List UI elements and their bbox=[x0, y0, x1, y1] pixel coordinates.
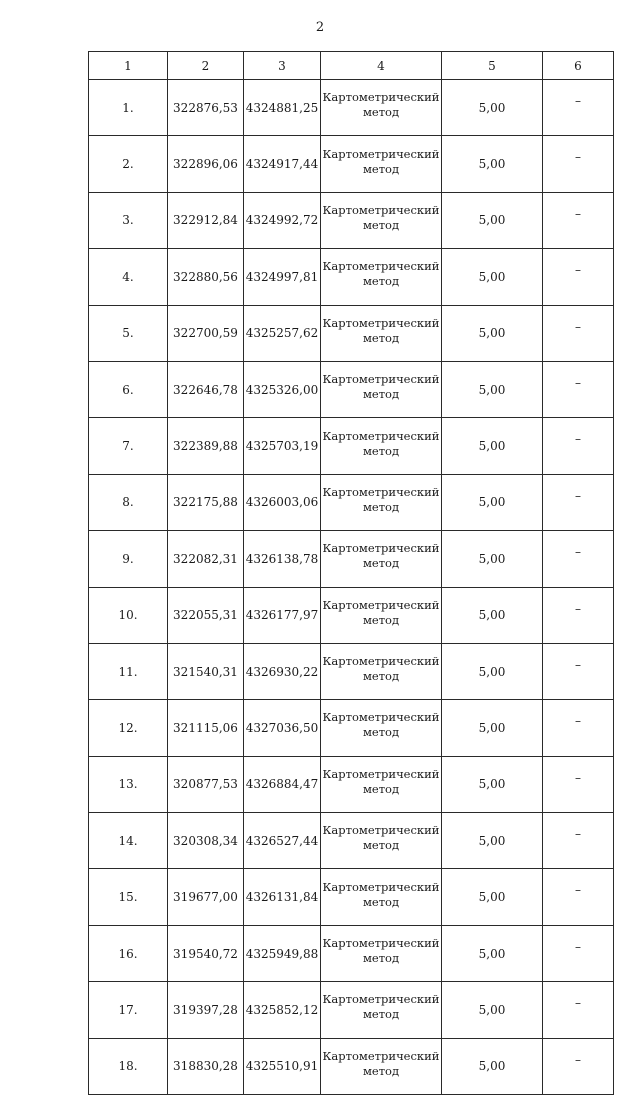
method-line-2: метод bbox=[362, 612, 400, 627]
y-coordinate-cell: 4327036,50 bbox=[244, 700, 321, 756]
method-line-2: метод bbox=[362, 1063, 400, 1078]
y-coordinate-cell: 4326527,44 bbox=[244, 813, 321, 869]
x-coordinate-cell: 320877,53 bbox=[168, 756, 244, 812]
method-cell bbox=[321, 925, 442, 981]
note-cell: – bbox=[543, 474, 614, 530]
method-line-1: Картометрический bbox=[322, 879, 440, 894]
method-cell bbox=[321, 136, 442, 192]
y-coordinate-cell: 4324917,44 bbox=[244, 136, 321, 192]
point-number-cell: 12. bbox=[89, 700, 168, 756]
y-coordinate-cell: 4326884,47 bbox=[244, 756, 321, 812]
accuracy-cell: 5,00 bbox=[442, 136, 543, 192]
note-cell: – bbox=[543, 136, 614, 192]
x-coordinate-cell: 321540,31 bbox=[168, 643, 244, 699]
accuracy-cell: 5,00 bbox=[442, 982, 543, 1038]
method-cell bbox=[321, 756, 442, 812]
x-coordinate-cell: 319397,28 bbox=[168, 982, 244, 1038]
method-cell bbox=[321, 587, 442, 643]
accuracy-cell: 5,00 bbox=[442, 813, 543, 869]
point-number-cell: 7. bbox=[89, 418, 168, 474]
y-coordinate-cell: 4325257,62 bbox=[244, 305, 321, 361]
x-coordinate-cell: 319540,72 bbox=[168, 925, 244, 981]
x-coordinate-cell: 322876,53 bbox=[168, 80, 244, 136]
y-coordinate-cell: 4325326,00 bbox=[244, 361, 321, 417]
y-coordinate-cell: 4326177,97 bbox=[244, 587, 321, 643]
accuracy-cell: 5,00 bbox=[442, 418, 543, 474]
x-coordinate-cell: 318830,28 bbox=[168, 1038, 244, 1094]
method-line-2: метод bbox=[362, 669, 400, 684]
method-line-1: Картометрический bbox=[322, 936, 440, 951]
note-cell: – bbox=[543, 361, 614, 417]
y-coordinate-cell: 4326138,78 bbox=[244, 531, 321, 587]
table-row bbox=[89, 305, 614, 361]
x-coordinate-cell: 322700,59 bbox=[168, 305, 244, 361]
accuracy-cell: 5,00 bbox=[442, 80, 543, 136]
point-number-cell: 14. bbox=[89, 813, 168, 869]
accuracy-cell: 5,00 bbox=[442, 192, 543, 248]
point-number-cell: 13. bbox=[89, 756, 168, 812]
method-cell bbox=[321, 813, 442, 869]
x-coordinate-cell: 322389,88 bbox=[168, 418, 244, 474]
table-row bbox=[89, 136, 614, 192]
y-coordinate-cell: 4325703,19 bbox=[244, 418, 321, 474]
method-cell bbox=[321, 982, 442, 1038]
accuracy-cell: 5,00 bbox=[442, 474, 543, 530]
header-col-6: 6 bbox=[543, 52, 614, 80]
table-row bbox=[89, 587, 614, 643]
method-line-1: Картометрический bbox=[322, 541, 440, 556]
accuracy-cell: 5,00 bbox=[442, 531, 543, 587]
method-cell bbox=[321, 869, 442, 925]
table-body bbox=[89, 80, 614, 1095]
accuracy-cell: 5,00 bbox=[442, 1038, 543, 1094]
method-line-1: Картометрический bbox=[322, 315, 440, 330]
table-row bbox=[89, 361, 614, 417]
header-col-5: 5 bbox=[442, 52, 543, 80]
method-cell bbox=[321, 80, 442, 136]
accuracy-cell: 5,00 bbox=[442, 305, 543, 361]
x-coordinate-cell: 322175,88 bbox=[168, 474, 244, 530]
note-cell: – bbox=[543, 305, 614, 361]
note-cell: – bbox=[543, 531, 614, 587]
x-coordinate-cell: 322646,78 bbox=[168, 361, 244, 417]
method-line-2: метод bbox=[362, 556, 400, 571]
point-number-cell: 4. bbox=[89, 249, 168, 305]
point-number-cell: 10. bbox=[89, 587, 168, 643]
table-row bbox=[89, 80, 614, 136]
y-coordinate-cell: 4325852,12 bbox=[244, 982, 321, 1038]
method-cell bbox=[321, 700, 442, 756]
accuracy-cell: 5,00 bbox=[442, 361, 543, 417]
method-line-1: Картометрический bbox=[322, 428, 440, 443]
method-cell bbox=[321, 474, 442, 530]
note-cell: – bbox=[543, 869, 614, 925]
y-coordinate-cell: 4325510,91 bbox=[244, 1038, 321, 1094]
table-header-row bbox=[89, 52, 614, 80]
note-cell: – bbox=[543, 925, 614, 981]
point-number-cell: 18. bbox=[89, 1038, 168, 1094]
method-line-2: метод bbox=[362, 387, 400, 402]
method-line-2: метод bbox=[362, 330, 400, 345]
method-line-1: Картометрический bbox=[322, 710, 440, 725]
method-line-2: метод bbox=[362, 161, 400, 176]
method-cell bbox=[321, 249, 442, 305]
x-coordinate-cell: 319677,00 bbox=[168, 869, 244, 925]
method-cell bbox=[321, 361, 442, 417]
table-row bbox=[89, 813, 614, 869]
table-row bbox=[89, 982, 614, 1038]
table-row bbox=[89, 925, 614, 981]
x-coordinate-cell: 322082,31 bbox=[168, 531, 244, 587]
x-coordinate-cell: 322880,56 bbox=[168, 249, 244, 305]
point-number-cell: 16. bbox=[89, 925, 168, 981]
table-row bbox=[89, 192, 614, 248]
point-number-cell: 2. bbox=[89, 136, 168, 192]
method-line-2: метод bbox=[362, 105, 400, 120]
table-row bbox=[89, 531, 614, 587]
note-cell: – bbox=[543, 587, 614, 643]
method-line-2: метод bbox=[362, 1007, 400, 1022]
method-line-2: метод bbox=[362, 443, 400, 458]
method-line-1: Картометрический bbox=[322, 992, 440, 1007]
method-line-2: метод bbox=[362, 217, 400, 232]
point-number-cell: 3. bbox=[89, 192, 168, 248]
point-number-cell: 8. bbox=[89, 474, 168, 530]
x-coordinate-cell: 322055,31 bbox=[168, 587, 244, 643]
note-cell: – bbox=[543, 756, 614, 812]
method-cell bbox=[321, 192, 442, 248]
x-coordinate-cell: 322896,06 bbox=[168, 136, 244, 192]
method-line-1: Картометрический bbox=[322, 372, 440, 387]
y-coordinate-cell: 4325949,88 bbox=[244, 925, 321, 981]
header-col-2: 2 bbox=[168, 52, 244, 80]
point-number-cell: 6. bbox=[89, 361, 168, 417]
method-line-1: Картометрический bbox=[322, 90, 440, 105]
table-row bbox=[89, 474, 614, 530]
point-number-cell: 1. bbox=[89, 80, 168, 136]
method-line-1: Картометрический bbox=[322, 484, 440, 499]
header-col-3: 3 bbox=[244, 52, 321, 80]
y-coordinate-cell: 4324881,25 bbox=[244, 80, 321, 136]
note-cell: – bbox=[543, 80, 614, 136]
header-col-1: 1 bbox=[89, 52, 168, 80]
method-line-2: метод bbox=[362, 781, 400, 796]
y-coordinate-cell: 4326131,84 bbox=[244, 869, 321, 925]
accuracy-cell: 5,00 bbox=[442, 587, 543, 643]
method-line-1: Картометрический bbox=[322, 1048, 440, 1063]
method-line-2: метод bbox=[362, 725, 400, 740]
page-number: 2 bbox=[315, 20, 325, 35]
accuracy-cell: 5,00 bbox=[442, 249, 543, 305]
method-line-1: Картометрический bbox=[322, 597, 440, 612]
table-row bbox=[89, 249, 614, 305]
point-number-cell: 5. bbox=[89, 305, 168, 361]
method-line-2: метод bbox=[362, 838, 400, 853]
table-row bbox=[89, 643, 614, 699]
note-cell: – bbox=[543, 249, 614, 305]
header-col-4: 4 bbox=[321, 52, 442, 80]
note-cell: – bbox=[543, 1038, 614, 1094]
method-cell bbox=[321, 531, 442, 587]
point-number-cell: 9. bbox=[89, 531, 168, 587]
x-coordinate-cell: 321115,06 bbox=[168, 700, 244, 756]
x-coordinate-cell: 320308,34 bbox=[168, 813, 244, 869]
y-coordinate-cell: 4324992,72 bbox=[244, 192, 321, 248]
method-line-2: метод bbox=[362, 894, 400, 909]
method-line-1: Картометрический bbox=[322, 823, 440, 838]
method-cell bbox=[321, 1038, 442, 1094]
point-number-cell: 11. bbox=[89, 643, 168, 699]
method-line-2: метод bbox=[362, 499, 400, 514]
method-cell bbox=[321, 418, 442, 474]
method-line-1: Картометрический bbox=[322, 146, 440, 161]
point-number-cell: 17. bbox=[89, 982, 168, 1038]
method-cell bbox=[321, 643, 442, 699]
y-coordinate-cell: 4326003,06 bbox=[244, 474, 321, 530]
accuracy-cell: 5,00 bbox=[442, 643, 543, 699]
method-line-1: Картометрический bbox=[322, 202, 440, 217]
note-cell: – bbox=[543, 418, 614, 474]
table-row bbox=[89, 869, 614, 925]
table-row bbox=[89, 700, 614, 756]
note-cell: – bbox=[543, 192, 614, 248]
table-row bbox=[89, 1038, 614, 1094]
x-coordinate-cell: 322912,84 bbox=[168, 192, 244, 248]
note-cell: – bbox=[543, 982, 614, 1038]
method-line-2: метод bbox=[362, 951, 400, 966]
method-line-1: Картометрический bbox=[322, 654, 440, 669]
table-row bbox=[89, 756, 614, 812]
accuracy-cell: 5,00 bbox=[442, 756, 543, 812]
point-number-cell: 15. bbox=[89, 869, 168, 925]
method-line-1: Картометрический bbox=[322, 766, 440, 781]
method-line-1: Картометрический bbox=[322, 259, 440, 274]
note-cell: – bbox=[543, 813, 614, 869]
accuracy-cell: 5,00 bbox=[442, 700, 543, 756]
coordinates-table bbox=[88, 51, 614, 1095]
method-line-2: метод bbox=[362, 274, 400, 289]
y-coordinate-cell: 4326930,22 bbox=[244, 643, 321, 699]
note-cell: – bbox=[543, 643, 614, 699]
method-cell bbox=[321, 305, 442, 361]
note-cell: – bbox=[543, 700, 614, 756]
accuracy-cell: 5,00 bbox=[442, 869, 543, 925]
y-coordinate-cell: 4324997,81 bbox=[244, 249, 321, 305]
table-row bbox=[89, 418, 614, 474]
accuracy-cell: 5,00 bbox=[442, 925, 543, 981]
